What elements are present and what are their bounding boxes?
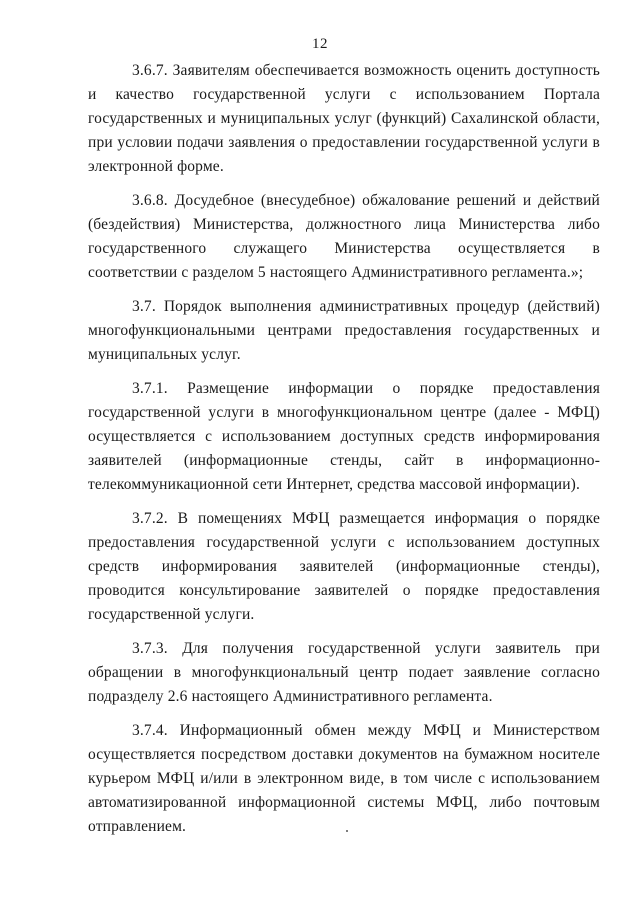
paragraph-3-6-7: 3.6.7. Заявителям обеспечивается возможность оценить доступность и качество государственной услуги с использованием Портала государственных и муниципальных услуг (функций) Сахалинской области, при условии подачи заявления о предоставлении государственной услуги в электронной форме. — [88, 62, 600, 175]
page-number: 12 — [312, 36, 328, 52]
paragraph-3-7-1: 3.7.1. Размещение информации о порядке предоставления государственной услуги в многофункциональном центре (далее - МФЦ) осуществляется с использованием доступных средств информирования заявителей (информационные стенды, сайт в информационно-телекоммуникационной сети Интернет, средства массовой информации). — [88, 380, 600, 493]
paragraph-3-7-2: 3.7.2. В помещениях МФЦ размещается информация о порядке предоставления государственной услуги с использованием доступных средств информирования заявителей (информационные стенды), проводится консультирование заявителей о порядке предоставления государственной услуги. — [88, 510, 600, 623]
paragraph-3-7-4: 3.7.4. Информационный обмен между МФЦ и Министерством осуществляется посредством доставки документов на бумажном носителе курьером МФЦ и/или в электронном виде, в том числе с использованием автоматизированной информационной системы МФЦ, либо почтовым отправлением. — [88, 722, 600, 835]
paragraph-3-7-3: 3.7.3. Для получения государственной услуги заявитель при обращении в многофункциональный центр подает заявление согласно подразделу 2.6 настоящего Административного регламента. — [88, 640, 600, 705]
scan-speck — [346, 830, 348, 832]
paragraph-3-7: 3.7. Порядок выполнения административных процедур (действий) многофункциональными центрами предоставления государственных и муниципальных услуг. — [88, 298, 600, 363]
document-body — [88, 59, 600, 849]
paragraph-3-6-8: 3.6.8. Досудебное (внесудебное) обжалование решений и действий (бездействия) Министерства, должностного лица Министерства либо государственного служащего Министерства осуществляется в соответствии с разделом 5 настоящего Административного регламента.»; — [88, 192, 600, 281]
